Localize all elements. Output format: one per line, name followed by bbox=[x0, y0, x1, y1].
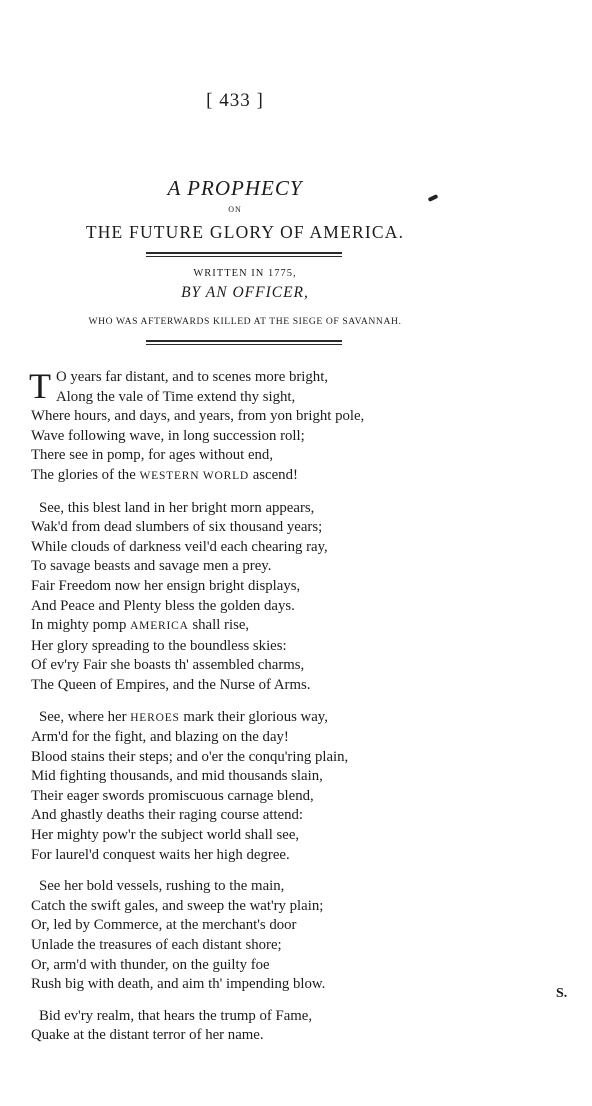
poem-line: Catch the swift gales, and sweep the wat'ry plain; bbox=[31, 897, 324, 914]
poem-line: Unlade the treasures of each distant shore; bbox=[31, 937, 282, 954]
stanza-4 bbox=[31, 877, 576, 995]
poem-line: Their eager swords promiscuous carnage blend, bbox=[31, 787, 314, 804]
poem-line: There see in pomp, for ages without end, bbox=[31, 447, 274, 464]
poem-line: Her mighty pow'r the subject world shall see, bbox=[31, 827, 300, 844]
poem-line: See, this blest land in her bright morn appears, bbox=[39, 499, 315, 516]
line-text: mark their glorious way, bbox=[179, 708, 328, 725]
poem-title: A PROPHECY bbox=[167, 176, 303, 200]
poem-line: See her bold vessels, rushing to the main, bbox=[39, 878, 285, 895]
poem-line: Of ev'ry Fair she boasts th' assembled charms, bbox=[31, 657, 305, 674]
small-caps-text: HEROES bbox=[130, 711, 180, 724]
rule-top-thick bbox=[146, 252, 342, 254]
poem-line: Or, arm'd with thunder, on the guilty foe bbox=[31, 956, 270, 973]
poem-line: Arm'd for the fight, and blazing on the day! bbox=[31, 729, 289, 746]
poem-line: Blood stains their steps; and o'er the conqu'ring plain, bbox=[31, 748, 349, 765]
line-text: See, where her bbox=[39, 708, 131, 725]
poem-line: Where hours, and days, and years, from yon bright pole, bbox=[31, 408, 365, 425]
poem-line bbox=[31, 616, 576, 637]
line-text: shall rise, bbox=[188, 617, 250, 634]
poem-line: The Queen of Empires, and the Nurse of Arms. bbox=[31, 676, 311, 693]
stanza-5 bbox=[31, 1007, 576, 1046]
poem-line: Fair Freedom now her ensign bright displays, bbox=[31, 577, 301, 594]
author-note: WHO WAS AFTERWARDS KILLED AT THE SIEGE OF SAVANNAH. bbox=[88, 316, 402, 327]
poem-line: For laurel'd conquest waits her high degree. bbox=[31, 846, 290, 863]
poem-line: And Peace and Plenty bless the golden days. bbox=[31, 597, 295, 614]
poem-line: Along the vale of Time extend thy sight, bbox=[56, 388, 296, 405]
poem-line: Wak'd from dead slumbers of six thousand years; bbox=[31, 519, 323, 536]
poem-line: To savage beasts and savage men a prey. bbox=[31, 558, 272, 575]
poem-line: Wave following wave, in long succession roll; bbox=[31, 427, 305, 444]
poem-line: O years far distant, and to scenes more bright, bbox=[56, 369, 329, 385]
small-caps-text: AMERICA bbox=[130, 620, 189, 633]
poem-line: Or, led by Commerce, at the merchant's door bbox=[31, 917, 297, 934]
poem-line: Bid ev'ry realm, that hears the trump of Fame, bbox=[39, 1007, 313, 1024]
line-text: In mighty pomp bbox=[31, 617, 131, 634]
title-connector: ON bbox=[228, 205, 242, 214]
line-text: The glories of the bbox=[31, 466, 140, 483]
poem-subtitle: THE FUTURE GLORY OF AMERICA. bbox=[85, 222, 405, 242]
rule-bottom-thin bbox=[146, 344, 342, 345]
poem-line: Mid fighting thousands, and mid thousands slain, bbox=[31, 768, 323, 785]
small-caps-text: WESTERN WORLD bbox=[139, 469, 250, 482]
page-number: [ 433 ] bbox=[206, 90, 264, 111]
poem-line bbox=[31, 708, 576, 729]
rule-bottom-thick bbox=[146, 340, 342, 342]
author-line: BY AN OFFICER, bbox=[181, 284, 309, 301]
poem-line: Her glory spreading to the boundless skies: bbox=[31, 637, 287, 654]
stanza-1 bbox=[31, 368, 576, 487]
poem-line: And ghastly deaths their raging course attend: bbox=[31, 807, 304, 824]
poem-line bbox=[31, 466, 576, 487]
catchword: S. bbox=[556, 986, 568, 1001]
rule-top-thin bbox=[146, 256, 342, 257]
stanza-3 bbox=[31, 708, 576, 866]
poem-body bbox=[31, 368, 576, 1058]
line-text: ascend! bbox=[249, 466, 298, 483]
stanza-2 bbox=[31, 499, 576, 696]
drop-cap: T bbox=[29, 366, 51, 406]
poem-line: Quake at the distant terror of her name. bbox=[31, 1027, 264, 1044]
written-date: WRITTEN IN 1775, bbox=[193, 268, 297, 279]
poem-line: While clouds of darkness veil'd each chearing ray, bbox=[31, 538, 328, 555]
poem-line: Rush big with death, and aim th' impending blow. bbox=[31, 976, 326, 993]
